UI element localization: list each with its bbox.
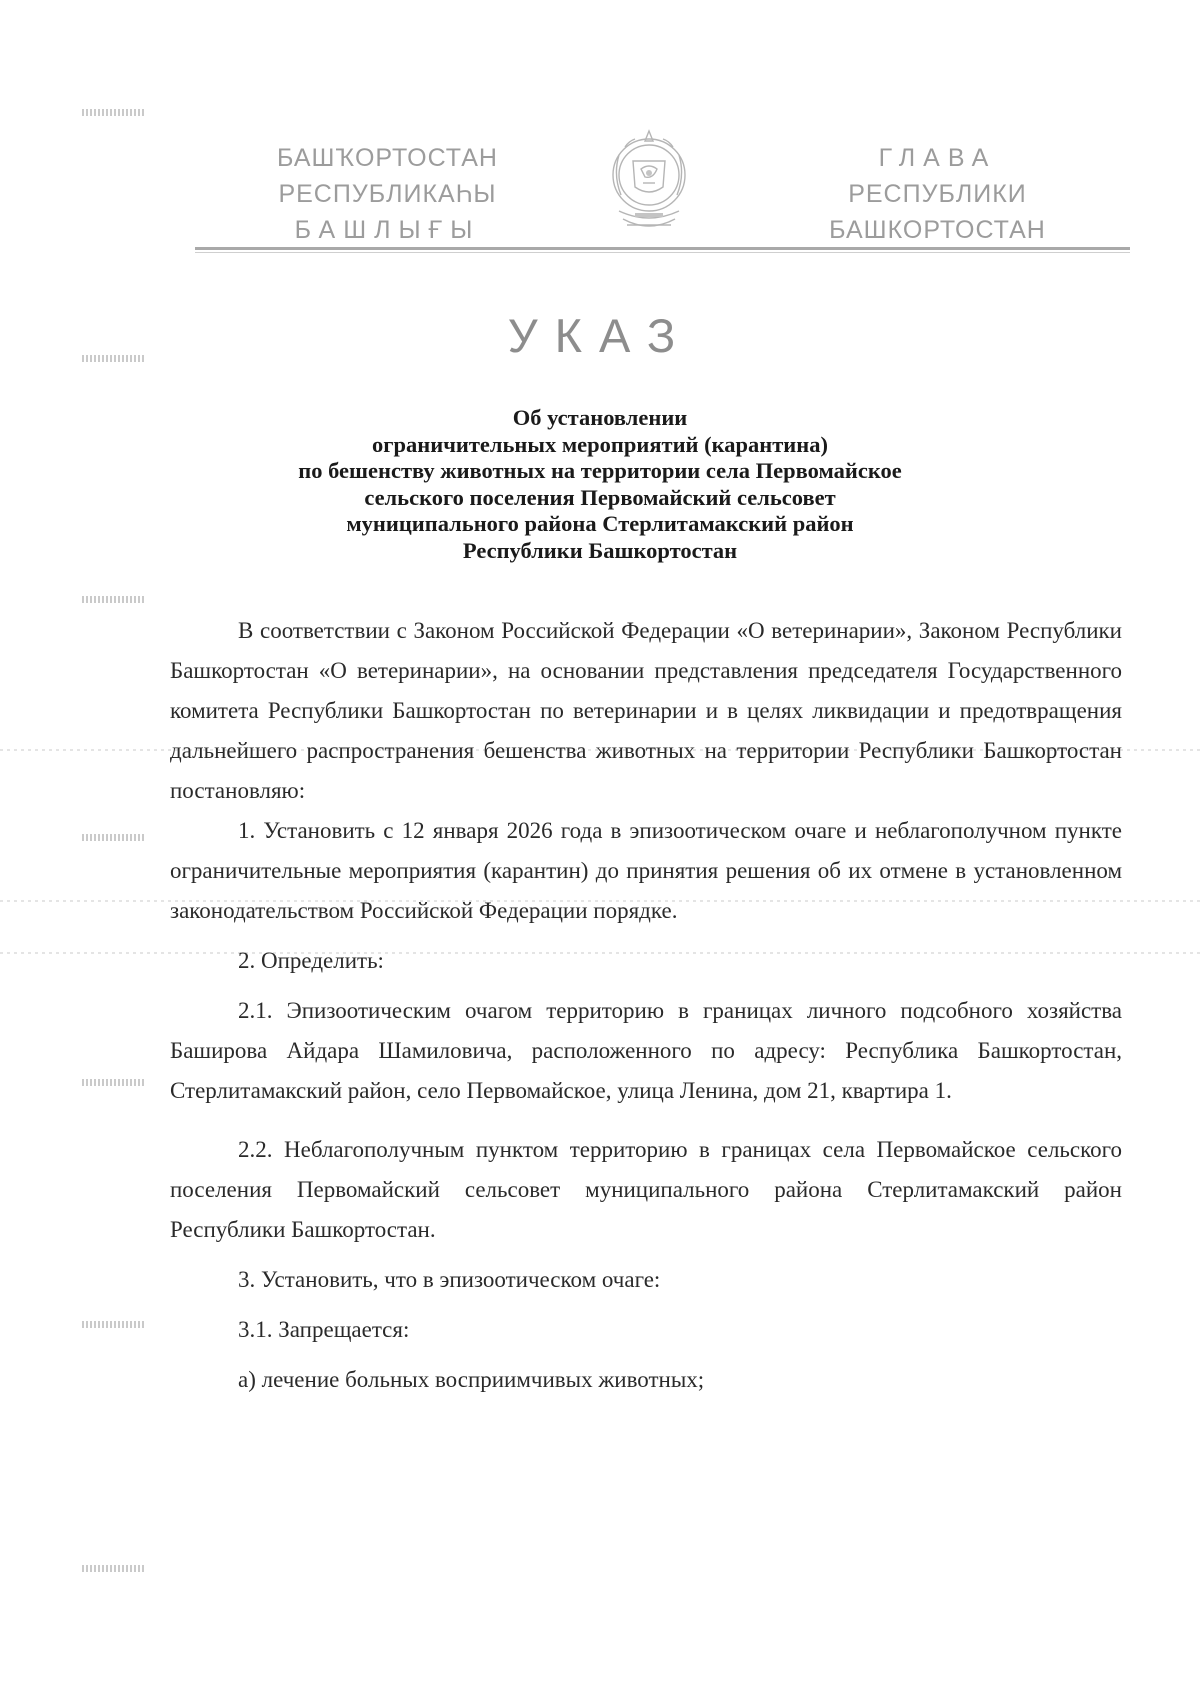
subject-line-5: муниципального района Стерлитамакский район xyxy=(346,511,854,536)
scan-artifact xyxy=(82,1321,144,1328)
letterhead-russian xyxy=(795,140,1080,248)
clause-2-1: 2.1. Эпизоотическим очагом территорию в границах личного подсобного хозяйства Баширова Айдара Шамиловича, расположенного по адресу: Республика Башкортостан, Стерлитамакский район, село Первомайское, улица Ленина, дом 21, квартира 1. xyxy=(170,998,1122,1103)
clause-3: 3. Установить, что в эпизоотическом очаге: xyxy=(238,1267,661,1292)
subject-line-1: Об установлении xyxy=(512,405,688,430)
letterhead-bashkir-line-1: БАШҠОРТОСТАН xyxy=(277,144,498,172)
decree-subject xyxy=(240,405,960,564)
clause-3-1-a: а) лечение больных восприимчивых животных; xyxy=(238,1367,705,1392)
clause-1: 1. Установить с 12 января 2026 года в эпизоотическом очаге и неблагополучном пункте ограничительные мероприятия (карантин) до принятия решения об их отмене в установленном законодательством Российской Федерации порядке. xyxy=(170,818,1122,923)
document-title: УКАЗ xyxy=(507,309,693,362)
subject-line-3: по бешенству животных на территории села Первомайское xyxy=(298,458,902,483)
letterhead-russian-line-2: РЕСПУБЛИКИ xyxy=(848,180,1027,208)
letterhead-russian-line-1: ГЛАВА xyxy=(878,144,997,172)
clause-3-1: 3.1. Запрещается: xyxy=(238,1317,410,1342)
scan-artifact xyxy=(82,109,144,116)
clause-2-2: 2.2. Неблагополучным пунктом территорию в границах села Первомайское сельского поселения Первомайский сельсовет муниципального района Стерлитамакский район Республики Башкортостан. xyxy=(170,1137,1122,1242)
letterhead-bashkir-line-3: БАШЛЫҒЫ xyxy=(294,216,481,244)
coat-of-arms-icon xyxy=(605,125,693,237)
scan-artifact xyxy=(82,596,144,603)
letterhead-bashkir-line-2: РЕСПУБЛИКАҺЫ xyxy=(278,180,497,208)
subject-line-6: Республики Башкортостан xyxy=(462,537,738,563)
letterhead-divider xyxy=(195,247,1130,250)
letterhead-bashkir xyxy=(245,140,530,248)
clause-2: 2. Определить: xyxy=(238,948,384,973)
subject-line-2: ограничительных мероприятий (карантина) xyxy=(372,431,828,457)
preamble-paragraph: В соответствии с Законом Российской Федерации «О ветеринарии», Законом Республики Башкортостан «О ветеринарии», на основании представления председателя Государственного комитета Республики Башкортостан по ветеринарии и в целях ликвидации и предотвращения дальнейшего распространения бешенства животных на территории Республики Башкортостан постановляю: xyxy=(170,618,1122,803)
scan-artifact xyxy=(82,1079,144,1086)
scan-artifact xyxy=(82,1565,144,1572)
subject-line-4: сельского поселения Первомайский сельсовет xyxy=(364,484,836,510)
decree-body xyxy=(170,611,1122,1400)
letterhead-russian-line-3: БАШКОРТОСТАН xyxy=(829,216,1046,244)
scan-artifact xyxy=(82,834,144,841)
letterhead-divider-thin xyxy=(195,252,1130,253)
